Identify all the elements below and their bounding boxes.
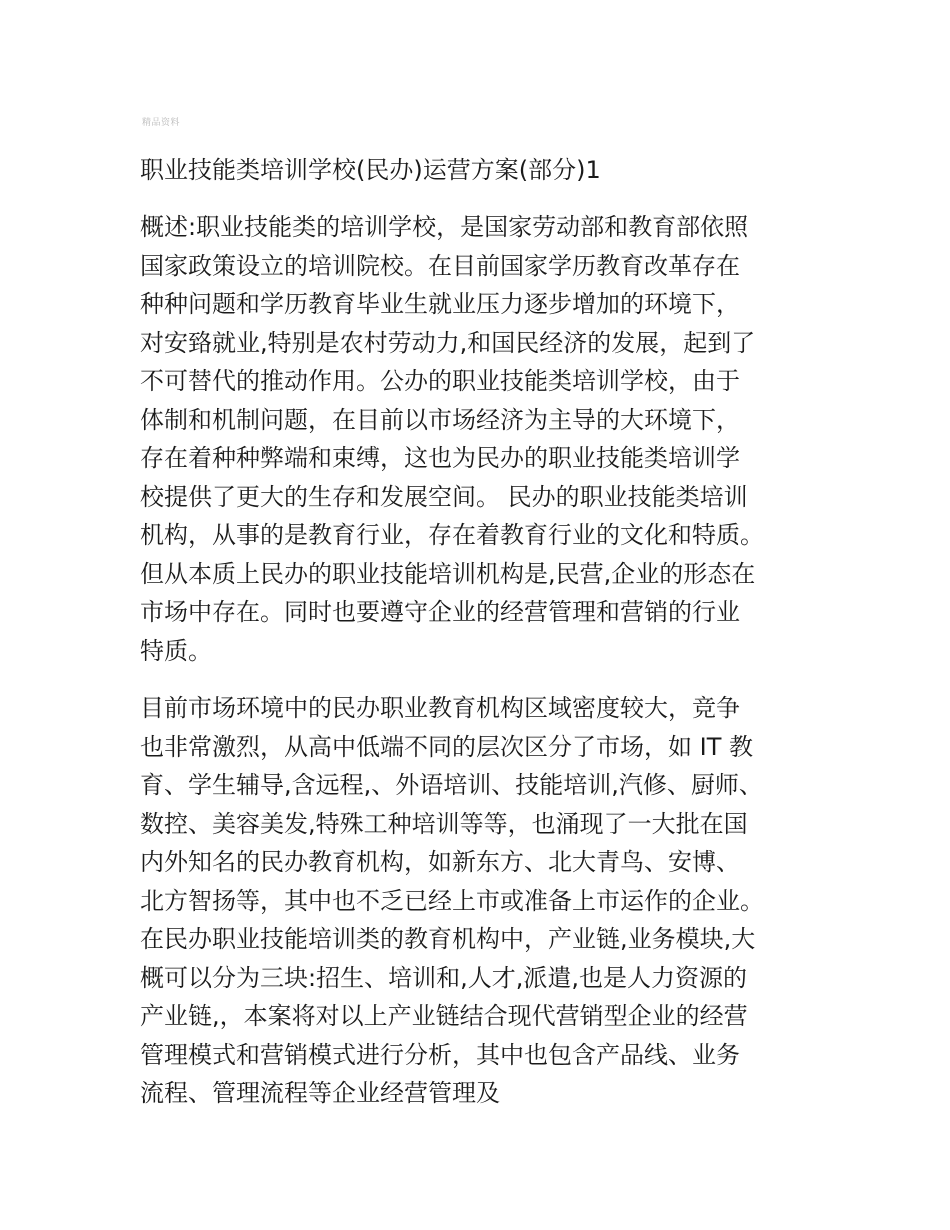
text-line: 市场中存在。同时也要遵守企业的经营管理和营销的行业: [140, 598, 740, 626]
paragraph-market: [140, 689, 820, 1113]
text-line: 特质。: [140, 636, 212, 665]
text-line: 内外知名的民办教育机构，如新东方、北大青鸟、安博、: [140, 848, 740, 876]
text-line: 概述:职业技能类的培训学校，是国家劳动部和教育部依照: [140, 213, 749, 241]
text-line: 种种问题和学历教育毕业生就业压力逐步增加的环境下，: [140, 290, 740, 318]
text-line: 管理模式和营销模式进行分析，其中也包含产品线、业务: [140, 1040, 740, 1069]
text-line: 体制和机制问题，在目前以市场经济为主导的大环境下，: [140, 405, 740, 434]
header-watermark: 精品资料: [142, 118, 181, 128]
text-line: 对安臵就业,特别是农村劳动力,和国民经济的发展，起到了: [140, 328, 756, 357]
document-title: 职业技能类培训学校(民办)运营方案(部分)1: [140, 156, 601, 184]
paragraph-overview: [140, 208, 820, 670]
text-line: 国家政策设立的培训院校。在目前国家学历教育改革存在: [140, 251, 740, 280]
text-line: 目前市场环境中的民办职业教育机构区域密度较大，竞争: [140, 694, 740, 722]
text-line: 存在着种种弊端和束缚，这也为民办的职业技能类培训学: [140, 444, 740, 472]
text-line: 也非常激烈，从高中低端不同的层次区分了市场，如 IT 教: [140, 732, 753, 761]
text-line: 流程、管理流程等企业经营管理及: [140, 1079, 500, 1107]
text-line: 数控、美容美发,特殊工种培训等等，也涌现了一大批在国: [140, 809, 748, 838]
text-line: 校提供了更大的生存和发展空间。 民办的职业技能类培训: [140, 482, 748, 511]
text-line: 不可替代的推动作用。公办的职业技能类培训学校，由于: [140, 367, 740, 395]
text-line: 机构，从事的是教育行业，存在着教育行业的文化和特质。: [140, 521, 764, 549]
text-line: 产业链,，本案将对以上产业链结合现代营销型企业的经营: [140, 1002, 748, 1030]
text-line: 北方智扬等，其中也不乏已经上市或准备上市运作的企业。: [140, 886, 764, 915]
text-line: 育、学生辅导,含远程,、外语培训、技能培训,汽修、厨师、: [140, 771, 763, 799]
text-line: 但从本质上民办的职业技能培训机构是,民营,企业的形态在: [140, 559, 756, 588]
text-line: 概可以分为三块:招生、培训和,人才,派遣,也是人力资源的: [140, 963, 747, 992]
text-line: 在民办职业技能培训类的教育机构中，产业链,业务模块,大: [140, 925, 756, 953]
